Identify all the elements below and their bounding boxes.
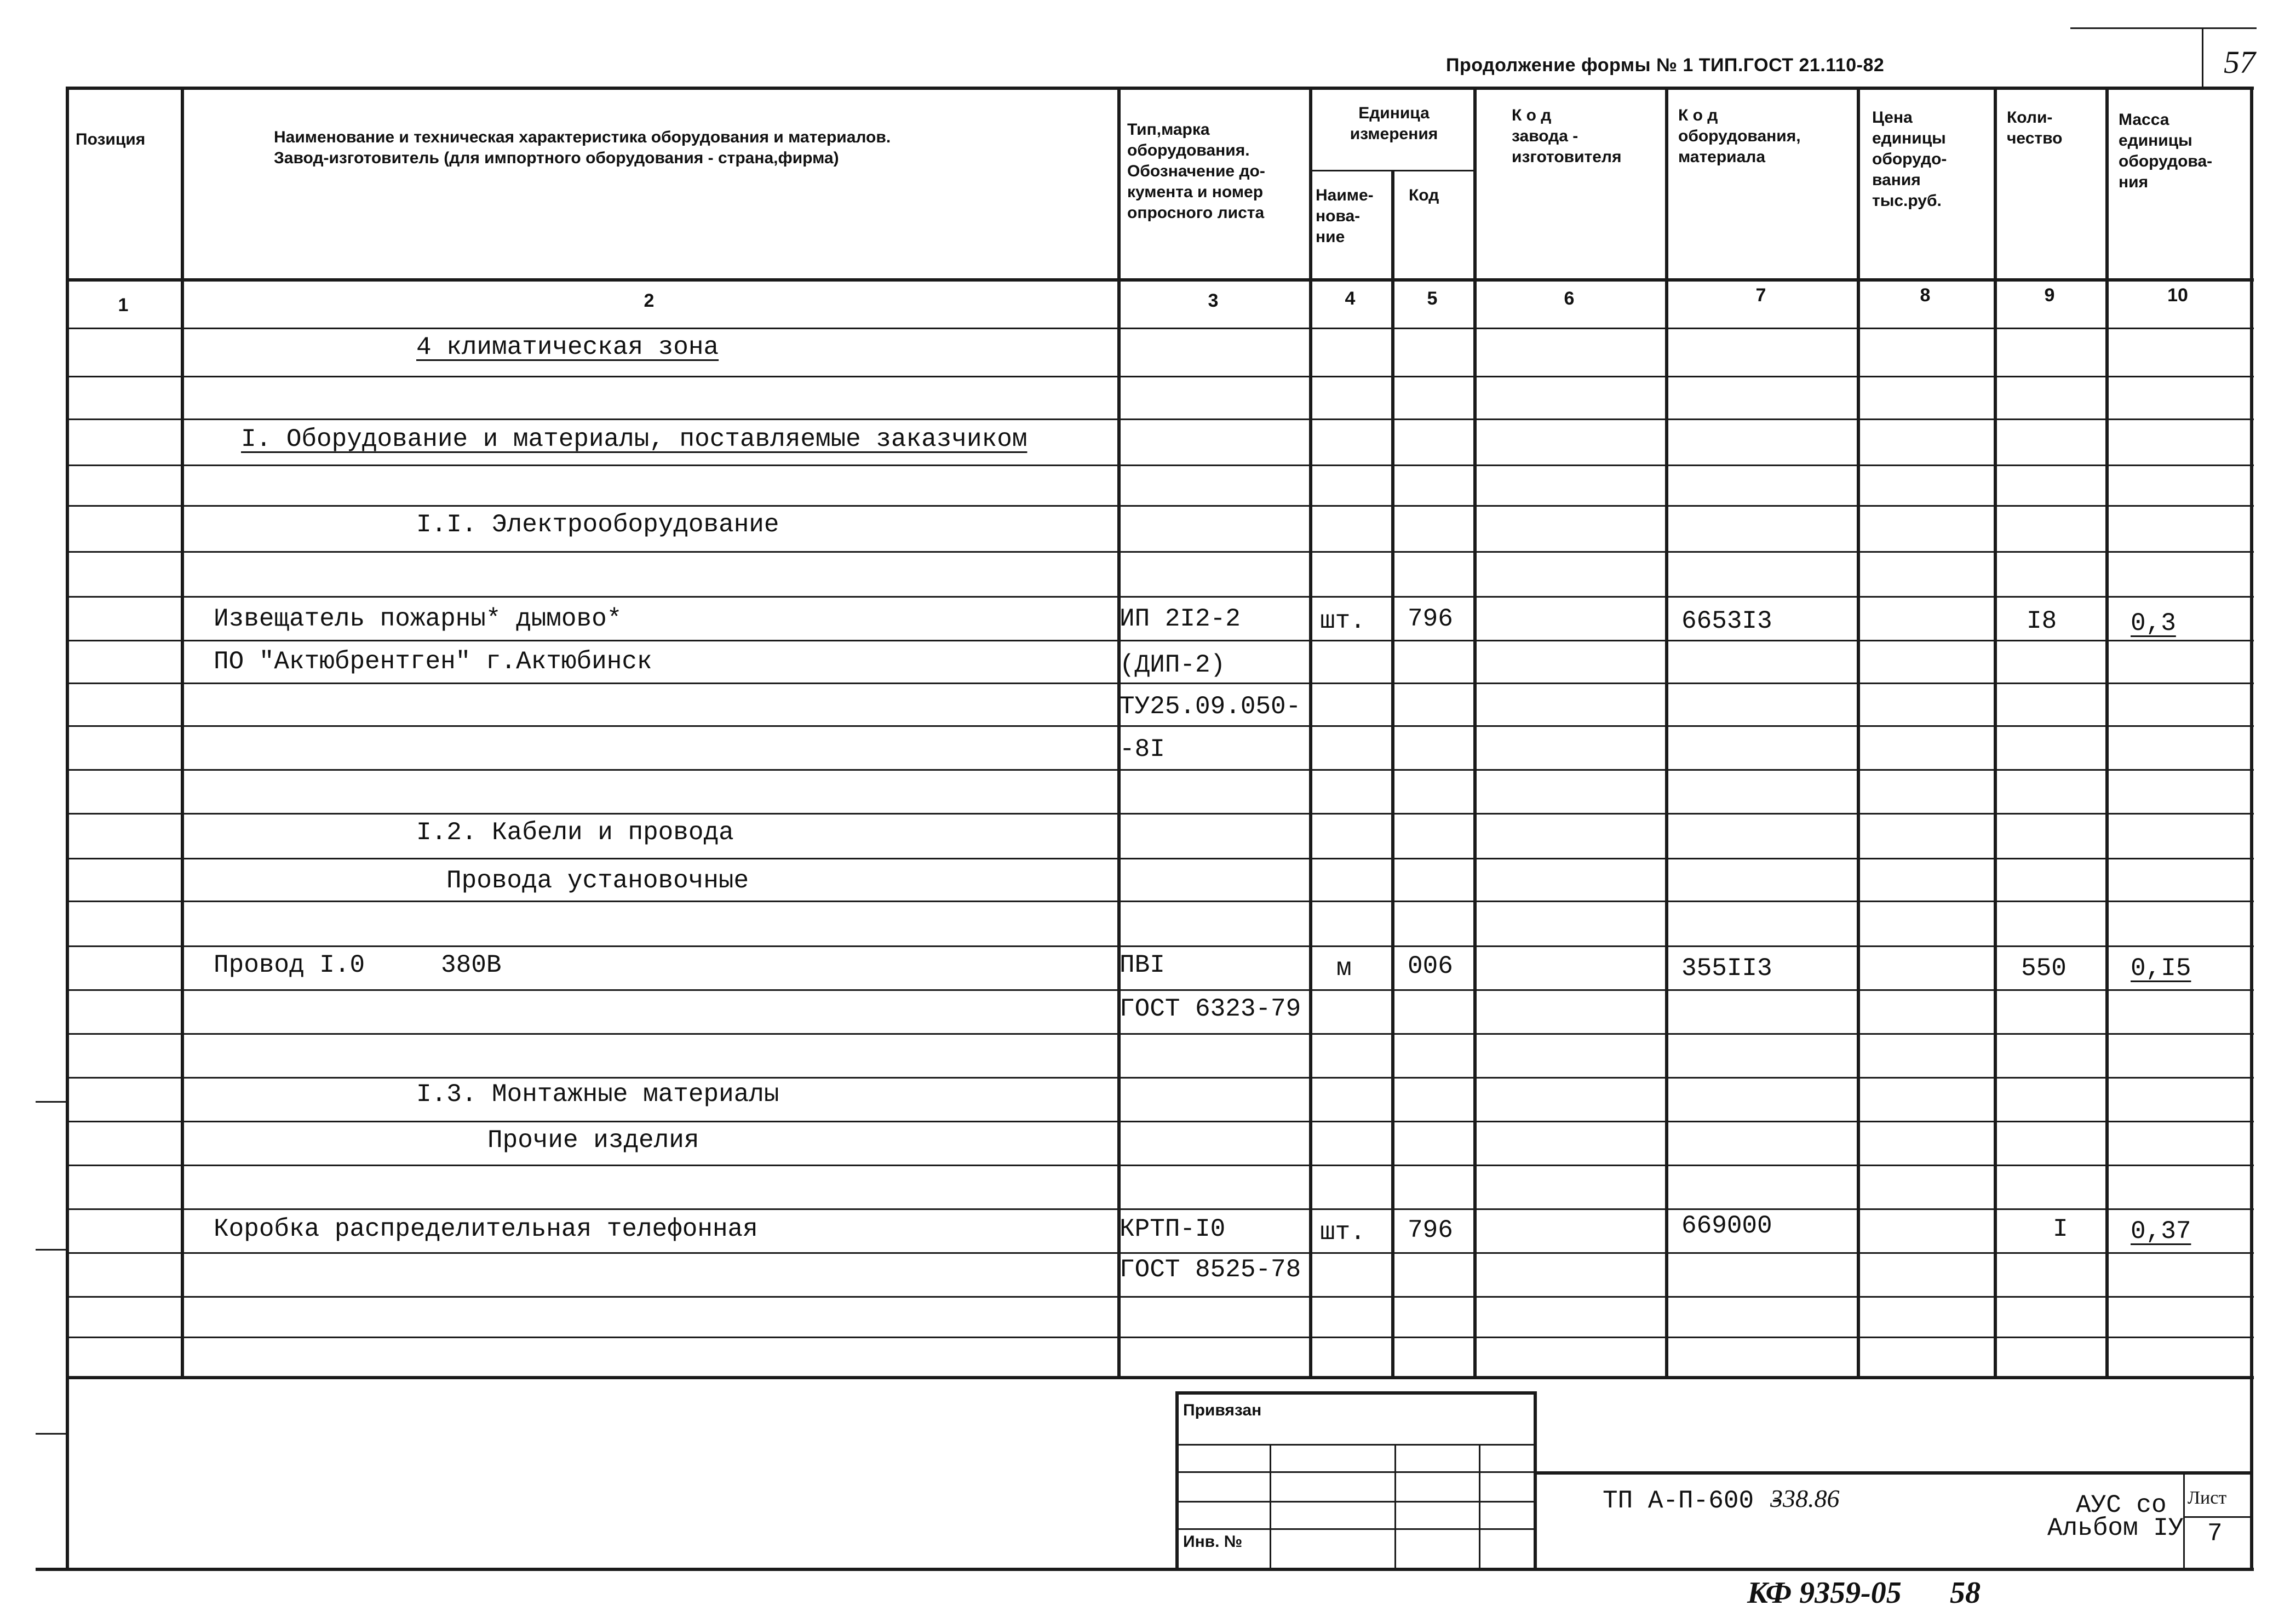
subsection-heading: I.2. Кабели и провода — [416, 818, 734, 847]
item-unit: шт. — [1320, 607, 1365, 635]
row-line — [66, 1121, 2254, 1122]
row-line — [66, 1252, 2254, 1254]
column-number: 8 — [1920, 285, 1931, 306]
row-line — [66, 769, 2254, 771]
page-number: 57 — [2224, 44, 2255, 80]
row-line — [66, 376, 2254, 377]
row-line — [66, 1077, 2254, 1079]
subsection-heading: I.3. Монтажные материалы — [416, 1080, 779, 1109]
header-unit-name: Наиме- нова- ние — [1316, 186, 1374, 246]
frame-bottom-border — [36, 1568, 2254, 1571]
item-voltage: 380В — [441, 951, 502, 979]
item-quantity: I — [2053, 1215, 2068, 1243]
column-number: 4 — [1345, 288, 1356, 309]
col-line-2 — [1117, 87, 1121, 1378]
item-manufacturer: ПО "Актюбрентген" г.Актюбинск — [214, 647, 652, 676]
header-equipment-code: К о д оборудования, материала — [1678, 106, 1801, 166]
archive-code: КФ 9359-05 — [1747, 1576, 1902, 1610]
section-heading: 4 климатическая зона — [416, 333, 719, 362]
inventory-number-label: Инв. № — [1183, 1533, 1243, 1551]
stamp-line — [1175, 1471, 1537, 1473]
header-quantity: Коли- чество — [2007, 108, 2063, 147]
margin-tick — [36, 1249, 67, 1251]
row-line — [66, 596, 2254, 598]
stamp-line — [1175, 1501, 1537, 1503]
item-unit: шт. — [1320, 1218, 1365, 1247]
item-name: Коробка распределительная телефонная — [214, 1215, 758, 1243]
stamp-divider — [1394, 1444, 1396, 1568]
header-type: Тип,марка оборудования. Обозначение до- кумента и номер опросного листа — [1127, 121, 1265, 222]
archive-page-number: 58 — [1950, 1576, 1981, 1610]
sheet-line — [2183, 1516, 2251, 1518]
row-line — [66, 505, 2254, 507]
table-top-border — [66, 87, 2254, 90]
col-line-9 — [2105, 87, 2109, 1378]
column-number: 1 — [118, 295, 129, 316]
item-type: ТУ25.09.050- — [1120, 692, 1301, 721]
document-code: ТП А-П-600 - — [1603, 1487, 1784, 1515]
item-type: (ДИП-2) — [1120, 651, 1226, 679]
header-plant-code: К о д завода - изготовителя — [1512, 106, 1622, 166]
item-mass: 0,37 — [2131, 1217, 2191, 1246]
stamp-top-border — [1175, 1391, 1537, 1395]
row-line — [66, 901, 2254, 902]
item-name: Провод I.0 — [214, 951, 365, 979]
row-line — [66, 640, 2254, 641]
series-label: АУС со — [2076, 1491, 2167, 1519]
subsection-heading: I.I. Электрооборудование — [416, 511, 779, 539]
item-type: ГОСТ 8525-78 — [1120, 1255, 1301, 1284]
row-line — [66, 858, 2254, 859]
row-line — [66, 1165, 2254, 1166]
column-number: 2 — [644, 290, 655, 311]
column-number: 9 — [2044, 285, 2055, 306]
item-equipment-code: 355II3 — [1681, 954, 1772, 983]
item-unit-code: 796 — [1408, 1216, 1453, 1245]
column-number: 3 — [1208, 290, 1219, 311]
header-unit-group: Единица измерения — [1350, 104, 1438, 143]
col-line-3 — [1309, 87, 1312, 1378]
row-line — [66, 945, 2254, 947]
item-type: ГОСТ 6323-79 — [1120, 995, 1301, 1023]
stamp-line — [1175, 1444, 1537, 1446]
item-unit-code: 006 — [1408, 952, 1453, 980]
stamp-line — [1175, 1528, 1537, 1530]
table-bottom-border — [66, 1376, 2254, 1379]
subsection-heading: Провода установочные — [446, 867, 749, 895]
col-line-7 — [1857, 87, 1860, 1378]
row-line — [66, 725, 2254, 727]
row-line — [66, 1296, 2254, 1298]
form-continuation-title: Продолжение формы № 1 ТИП.ГОСТ 21.110-82 — [1446, 55, 1885, 76]
row-line — [66, 989, 2254, 991]
column-number: 10 — [2167, 285, 2188, 306]
column-number: 7 — [1755, 285, 1766, 306]
item-type: -8I — [1120, 735, 1165, 764]
row-line — [66, 465, 2254, 466]
stamp-divider — [1270, 1444, 1271, 1568]
col-line-5 — [1473, 87, 1477, 1378]
stamp-left-border — [1175, 1391, 1179, 1568]
header-unit-code: Код — [1409, 186, 1439, 204]
header-price: Цена единицы оборудо- вания тыс.руб. — [1872, 108, 1947, 210]
sheet-number: 7 — [2207, 1519, 2223, 1548]
item-equipment-code: 6653I3 — [1681, 607, 1772, 635]
document-code-handwritten: 338.86 — [1770, 1484, 1840, 1512]
item-unit-code: 796 — [1408, 605, 1453, 633]
row-line — [66, 1033, 2254, 1035]
column-number: 6 — [1564, 288, 1575, 309]
item-name: Извещатель пожарны* дымово* — [214, 605, 622, 633]
album-label: Альбом IУ — [2047, 1514, 2184, 1543]
attached-label: Привязан — [1183, 1401, 1262, 1419]
item-quantity: I8 — [2027, 607, 2057, 635]
col-line-6 — [1665, 87, 1668, 1378]
col-line-4 — [1391, 170, 1394, 1378]
item-type: ИП 2I2-2 — [1120, 605, 1241, 633]
header-name: Наименование и техническая характеристика оборудования и материалов. Завод-изготовитель (для импортного оборудования - страна,фирма) — [274, 128, 891, 167]
column-number: 5 — [1427, 288, 1438, 309]
col-line-8 — [1994, 87, 1997, 1378]
colnum-bottom-border — [66, 328, 2254, 329]
table-right-border — [2250, 87, 2253, 1571]
sheet-label: Лист — [2188, 1488, 2227, 1508]
margin-tick — [36, 1101, 67, 1103]
stamp-divider — [1479, 1444, 1480, 1568]
row-line — [66, 683, 2254, 684]
row-line — [66, 418, 2254, 420]
item-quantity: 550 — [2021, 954, 2067, 983]
header-bottom-border — [66, 278, 2254, 282]
item-equipment-code: 669000 — [1681, 1212, 1772, 1240]
item-mass: 0,3 — [2131, 609, 2176, 638]
item-type: КРТП-I0 — [1120, 1215, 1226, 1243]
margin-tick — [36, 1433, 67, 1435]
row-line — [66, 1337, 2254, 1338]
subsection-heading: Прочие изделия — [487, 1126, 699, 1155]
item-type: ПВI — [1120, 951, 1165, 979]
item-mass: 0,I5 — [2131, 954, 2191, 983]
row-line — [66, 551, 2254, 553]
corner-line — [2070, 27, 2257, 29]
col-line-1 — [181, 87, 184, 1378]
header-mass: Масса единицы оборудова- ния — [2119, 111, 2213, 191]
row-line — [66, 1208, 2254, 1210]
designation-top-border — [1534, 1471, 2251, 1475]
section-heading: I. Оборудование и материалы, поставляемые заказчиком — [241, 425, 1028, 454]
stamp-right-border — [1534, 1391, 1537, 1568]
corner-line-vertical — [2202, 27, 2203, 88]
row-line — [66, 813, 2254, 815]
item-unit: м — [1336, 954, 1352, 983]
header-position: Позиция — [76, 130, 146, 148]
